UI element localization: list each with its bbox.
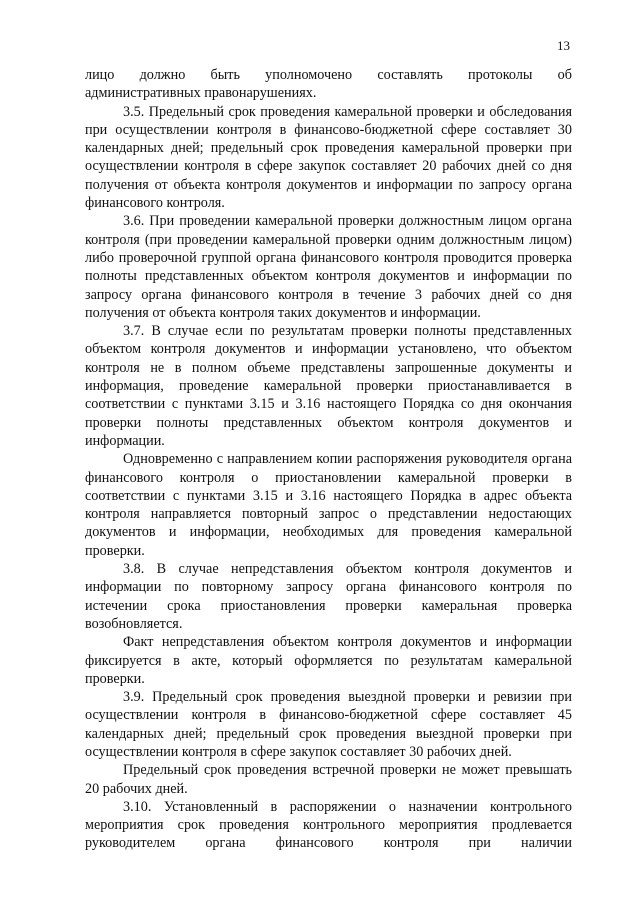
page-number: 13 [557, 38, 570, 53]
paragraph-3-10: 3.10. Установленный в распоряжении о назначении контрольного мероприятия срок проведения контрольного мероприятия продлевается руководителем органа финансового контроля при наличии [85, 798, 572, 852]
paragraph-3-8-fact: Факт непредставления объектом контроля документов и информации фиксируется в акте, который оформляется по результатам камеральной проверки. [85, 634, 572, 687]
paragraph-continuation-end: административных правонарушениях. [85, 85, 317, 102]
paragraph-3-9: 3.9. Предельный срок проведения выездной проверки и ревизии при осуществлении контроля в финансово-бюджетной сфере составляет 45 календарных дней; предельный срок проведения выездной проверки при осуществлении контроля в сфере закупок составляет 30 рабочих дней. [85, 689, 572, 760]
paragraph-3-5: 3.5. Предельный срок проведения камеральной проверки и обследования при осуществлении контроля в финансово-бюджетной сфере составляет 30 календарных дней; предельный срок проведения камеральной проверки при осуществлении контроля в сфере закупок составляет 20 рабочих дней со дня получения от объекта контроля документов и информации по запросу органа финансового контроля. [85, 103, 572, 212]
paragraph-3-6: 3.6. При проведении камеральной проверки должностным лицом органа контроля (при проведении камеральной проверки одним должностным лицом) либо проверочной группой органа финансового контроля проводится проверка полноты представленных объектом контроля документов и информации по запросу органа финансового контроля в течение 3 рабочих дней со дня получения от объекта контроля таких документов и информации. [85, 213, 572, 321]
document-body [85, 66, 572, 853]
paragraph-3-8: 3.8. В случае непредставления объектом контроля документов и информации по повторному запросу органа финансового контроля по истечении срока приостановления проверки камеральная проверка возобновляется. [85, 561, 572, 632]
paragraph-3-7: 3.7. В случае если по результатам проверки полноты представленных объектом контроля документов и информации установлено, что объектом контроля не в полном объеме представлены запрошенные документы и информация, проведение камеральной проверки приостанавливается в соответствии с пунктами 3.15 и 3.16 настоящего Порядка со дня окончания проверки полноты представленных объектом контроля документов и информации. [85, 323, 572, 449]
paragraph-3-9-counter-check: Предельный срок проведения встречной проверки не может превышать 20 рабочих дней. [85, 762, 572, 797]
paragraph-3-7-simultaneous: Одновременно с направлением копии распоряжения руководителя органа финансового контроля о приостановлении камеральной проверки в соответствии с пунктами 3.15 и 3.16 настоящего Порядка в адрес объекта контроля направляется повторный запрос о представлении недостающих документов и информации, необходимых для проведения камеральной проверки. [85, 451, 572, 559]
paragraph-continuation-line: лицо должно быть уполномочено составлять протоколы об [85, 67, 572, 83]
